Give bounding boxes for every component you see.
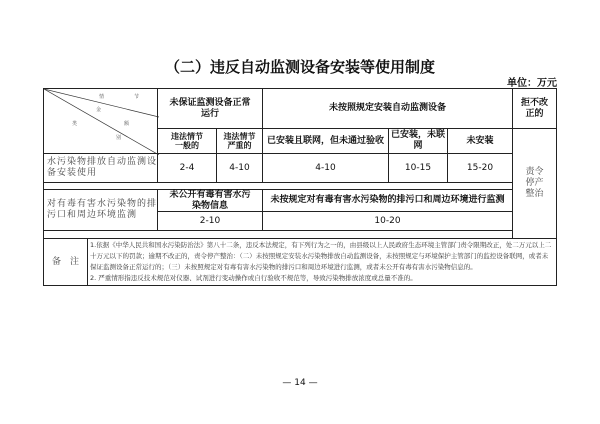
row1-value: 4-10 — [216, 153, 263, 183]
row1-value: 4-10 — [262, 153, 389, 183]
corner-label: 类 — [72, 121, 78, 127]
row1-value: 15-20 — [447, 153, 513, 183]
corner-label: 情 — [99, 94, 105, 100]
refuse-value: 责令停产整治 — [512, 128, 557, 239]
corner-label: 别 — [116, 135, 122, 141]
row2-value-2: 10-20 — [262, 211, 513, 231]
header-not-installed: 未安装 — [447, 128, 513, 154]
row2-header-1: 未公开有毒有害水污染物信息 — [157, 189, 263, 212]
corner-label: 金 — [96, 107, 102, 113]
note-item: 2. 严重情形指违反技术规范对仪器、试剂进行变动操作或自行验收不规范等，导致污染物排放浓度或总量不准的。 — [90, 274, 417, 282]
header-installed-no-net: 已安装，未联网 — [388, 128, 448, 154]
row1-label: 水污染物排放自动监测设备安装使用 — [43, 153, 158, 183]
header-serious: 违法情节严重的 — [216, 128, 263, 154]
unit-label: 单位：万元 — [507, 78, 557, 89]
header-not-install: 未按照规定安装自动监测设备 — [262, 88, 513, 129]
corner-label: 额 — [124, 121, 130, 127]
header-not-ensure: 未保证监测设备正常运行 — [157, 88, 263, 129]
notes-label: 备 注 — [43, 238, 88, 286]
row1-value: 10-15 — [388, 153, 448, 183]
corner-header-cell — [43, 88, 158, 154]
header-installed-no-pass: 已安装且联网，但未通过验收 — [262, 128, 389, 154]
header-general: 违法情节一般的 — [157, 128, 217, 154]
page-title: （二）违反自动监测设备安装等使用制度 — [164, 58, 435, 76]
corner-label: 节 — [134, 94, 140, 100]
header-refuse: 拒不改正的 — [512, 88, 557, 129]
row2-header-2: 未按规定对有毒有害水污染物的排污口和周边环境进行监测 — [262, 189, 513, 212]
row2-value-1: 2-10 — [157, 211, 263, 231]
note-item: 1.依据《中华人民共和国水污染防治法》第八十二条，违反本法规定，有下列行为之一的，由县级以上人民政府生态环境主管部门责令限期改正，处二万元以上二十万元以下的罚款；逾期不改正的，责令停产整治：（二）未按照规定安装水污染物排放自动监测设备，未按照规定与环境保护主管部门的监控设备联网，或者未保证监测设备正常运行的；（三）未按照规定对有毒有害水污染物的排污口和周边环境进行监测，或者未公开有毒有害水污染物信息的。 — [90, 241, 552, 271]
page-number: — 14 — — [282, 378, 318, 388]
row1-value: 2-4 — [157, 153, 217, 183]
row2-label: 对有毒有害水污染物的排污口和周边环境监测 — [43, 189, 158, 231]
notes-text — [90, 240, 552, 284]
